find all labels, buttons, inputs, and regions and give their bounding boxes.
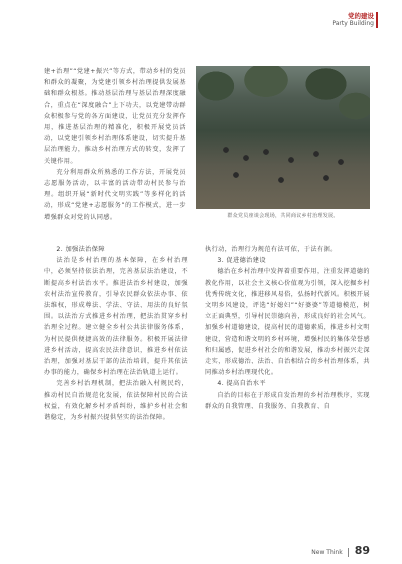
section-title-cn: 党的建设 [348,12,374,20]
left-column-bottom [44,244,188,423]
body-paragraph: 执行动，治理行为规范有法可依，于法有据。 [205,246,337,253]
right-column-bottom [205,244,370,412]
body-paragraph: 自治的目标在于形成自发治理的乡村治理秩序，实现群众的自我管理、自我服务、自我教育、自 [205,391,370,410]
section-heading-law: 2. 加强法治保障 [56,246,105,253]
body-paragraph: 完善乡村治理机制，把法治融入村规民约，推动村民自治规范化发展，依法保障村民的合法权益，有效化解乡村矛盾纠纷，维护乡村社会和谐稳定，为乡村振兴提供坚实的法治保障。 [44,380,188,422]
left-column-top [44,66,186,223]
header-accent-bar [376,12,378,28]
village-meeting-photo [196,66,370,209]
photo-caption: 群众党员座谈会现场，共同商议乡村治理发展。 [227,213,339,219]
page-footer [311,544,370,557]
photo-people [196,130,370,209]
page-number: 89 [354,544,370,557]
body-paragraph: 建+治理”“党建+振兴”等方式，带动乡村的党员和群众的凝聚，为党建引领乡村治理提供发展基础和群众根基。推动基层治理与基层治理深度融合，重点在“深度融合”上下功夫，以党建带动群众积极参与党的各方面建设，让党员充分发挥作用，推进基层治理的精准化，积极开展党员活动，以党建引领乡村治理体系建设，切实提升基层治理能力，推动乡村治理方式的转变，发挥了关键作用。 [44,68,186,165]
body-paragraph: 充分利用群众所熟悉的工作方法，开展党员志愿服务活动，以丰富的活动带动村民参与治理。组织开展“新时代文明实践”等多样化的活动，形成“党建+志愿服务”的工作模式，进一步增强群众对党的认同感。 [44,168,186,221]
section-heading-virtue: 3. 促进德治建设 [217,257,266,265]
section-title-en: Party Building [332,20,374,27]
section-header [332,12,374,28]
section-heading-autonomy: 4. 提高自治水平 [217,380,266,388]
body-paragraph: 法治是乡村治理的基本保障，在乡村治理中，必须坚持依法治理，完善基层法治建设，不断提高乡村法治水平。推进法治乡村建设，加强农村法治宣传教育，引导农民群众依法办事、依法维权，形成尊法、学法、守法、用法的良好氛围。以法治方式推进乡村治理，把法治贯穿乡村治理全过程。建立健全乡村公共法律服务体系，为村民提供便捷高效的法律服务。积极开展法律进乡村活动，提高农民法律意识，推进乡村依法治理，加强对基层干部的法治培训，提升其依法办事的能力，确保乡村治理在法治轨道上运行。 [44,257,188,377]
footer-divider [348,548,349,557]
body-paragraph: 德治在乡村治理中发挥着重要作用，注重发挥道德的教化作用，以社会主义核心价值观为引领，深入挖掘乡村优秀传统文化，推进移风易俗，弘扬时代新风。积极开展文明乡风建设，评选“好媳妇”“好婆婆”等道德模范，树立正面典型，引导村民崇德向善，形成良好的社会风气。加强乡村道德建设，提高村民的道德素质，推进乡村文明建设，营造和谐文明的乡村环境，增强村民的集体荣誉感和归属感，促进乡村社会的和谐发展，推动乡村振兴走深走实，形成德治、法治、自治相结合的乡村治理体系，共同推动乡村治理现代化。 [205,268,370,377]
journal-name: New Think [311,549,343,556]
